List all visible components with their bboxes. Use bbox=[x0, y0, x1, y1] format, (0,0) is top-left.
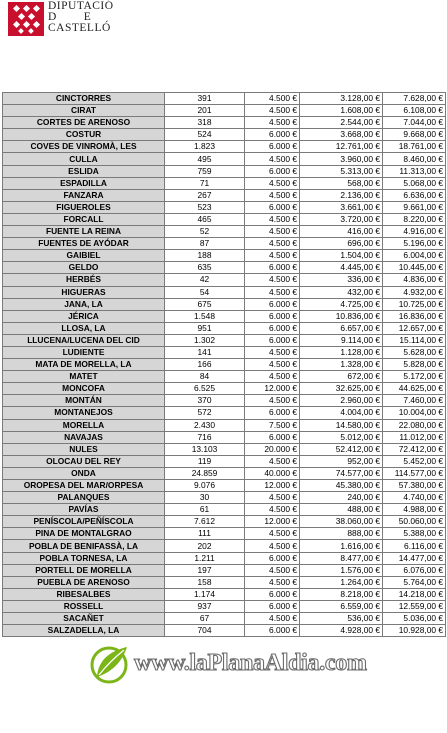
municipality-name-cell: PORTELL DE MORELLA bbox=[3, 564, 165, 576]
total-amount-cell: 18.761,00 € bbox=[383, 141, 446, 153]
population-cell: 141 bbox=[165, 346, 245, 358]
variable-amount-cell: 3.668,00 € bbox=[300, 129, 383, 141]
base-amount-cell: 40.000 € bbox=[245, 467, 300, 479]
variable-amount-cell: 1.608,00 € bbox=[300, 105, 383, 117]
base-amount-cell: 4.500 € bbox=[245, 105, 300, 117]
total-amount-cell: 11.012,00 € bbox=[383, 431, 446, 443]
population-cell: 61 bbox=[165, 504, 245, 516]
total-amount-cell: 8.460,00 € bbox=[383, 153, 446, 165]
table-row bbox=[3, 359, 446, 371]
variable-amount-cell: 3.661,00 € bbox=[300, 201, 383, 213]
municipality-name-cell: POBLA TORNESA, LA bbox=[3, 552, 165, 564]
total-amount-cell: 10.004,00 € bbox=[383, 407, 446, 419]
table-row bbox=[3, 600, 446, 612]
total-amount-cell: 6.076,00 € bbox=[383, 564, 446, 576]
population-cell: 197 bbox=[165, 564, 245, 576]
variable-amount-cell: 74.577,00 € bbox=[300, 467, 383, 479]
total-amount-cell: 16.836,00 € bbox=[383, 310, 446, 322]
population-cell: 1.823 bbox=[165, 141, 245, 153]
variable-amount-cell: 568,00 € bbox=[300, 177, 383, 189]
municipality-name-cell: MONTÁN bbox=[3, 395, 165, 407]
total-amount-cell: 4.836,00 € bbox=[383, 274, 446, 286]
total-amount-cell: 12.657,00 € bbox=[383, 322, 446, 334]
table-row bbox=[3, 129, 446, 141]
population-cell: 1.174 bbox=[165, 588, 245, 600]
diputacio-emblem-icon bbox=[8, 2, 44, 36]
table-row bbox=[3, 371, 446, 383]
total-amount-cell: 44.625,00 € bbox=[383, 383, 446, 395]
table-row bbox=[3, 455, 446, 467]
variable-amount-cell: 3.128,00 € bbox=[300, 93, 383, 105]
variable-amount-cell: 1.128,00 € bbox=[300, 346, 383, 358]
variable-amount-cell: 4.928,00 € bbox=[300, 625, 383, 637]
base-amount-cell: 6.000 € bbox=[245, 262, 300, 274]
table-row bbox=[3, 528, 446, 540]
municipality-name-cell: NULES bbox=[3, 443, 165, 455]
table-row bbox=[3, 540, 446, 552]
municipality-name-cell: ONDA bbox=[3, 467, 165, 479]
population-cell: 111 bbox=[165, 528, 245, 540]
table-row bbox=[3, 492, 446, 504]
population-cell: 2.430 bbox=[165, 419, 245, 431]
base-amount-cell: 4.500 € bbox=[245, 564, 300, 576]
variable-amount-cell: 5.313,00 € bbox=[300, 165, 383, 177]
total-amount-cell: 10.445,00 € bbox=[383, 262, 446, 274]
population-cell: 1.302 bbox=[165, 334, 245, 346]
base-amount-cell: 6.000 € bbox=[245, 552, 300, 564]
base-amount-cell: 7.500 € bbox=[245, 419, 300, 431]
base-amount-cell: 4.500 € bbox=[245, 226, 300, 238]
table-row bbox=[3, 262, 446, 274]
municipality-name-cell: ROSSELL bbox=[3, 600, 165, 612]
municipality-name-cell: POBLA DE BENIFASSÀ, LA bbox=[3, 540, 165, 552]
population-cell: 54 bbox=[165, 286, 245, 298]
population-cell: 675 bbox=[165, 298, 245, 310]
base-amount-cell: 4.500 € bbox=[245, 395, 300, 407]
base-amount-cell: 4.500 € bbox=[245, 455, 300, 467]
base-amount-cell: 4.500 € bbox=[245, 528, 300, 540]
variable-amount-cell: 3.720,00 € bbox=[300, 213, 383, 225]
variable-amount-cell: 52.412,00 € bbox=[300, 443, 383, 455]
municipality-name-cell: FUENTES DE AYÓDAR bbox=[3, 238, 165, 250]
table-row bbox=[3, 286, 446, 298]
variable-amount-cell: 4.725,00 € bbox=[300, 298, 383, 310]
table-row bbox=[3, 516, 446, 528]
table-row bbox=[3, 613, 446, 625]
total-amount-cell: 8.220,00 € bbox=[383, 213, 446, 225]
population-cell: 704 bbox=[165, 625, 245, 637]
variable-amount-cell: 1.576,00 € bbox=[300, 564, 383, 576]
variable-amount-cell: 416,00 € bbox=[300, 226, 383, 238]
variable-amount-cell: 672,00 € bbox=[300, 371, 383, 383]
variable-amount-cell: 696,00 € bbox=[300, 238, 383, 250]
population-cell: 24.859 bbox=[165, 467, 245, 479]
population-cell: 30 bbox=[165, 492, 245, 504]
municipality-name-cell: PINA DE MONTALGRAO bbox=[3, 528, 165, 540]
table-row bbox=[3, 419, 446, 431]
table-row bbox=[3, 588, 446, 600]
municipality-name-cell: COVES DE VINROMÀ, LES bbox=[3, 141, 165, 153]
municipality-name-cell: JANA, LA bbox=[3, 298, 165, 310]
total-amount-cell: 5.628,00 € bbox=[383, 346, 446, 358]
base-amount-cell: 4.500 € bbox=[245, 359, 300, 371]
total-amount-cell: 4.916,00 € bbox=[383, 226, 446, 238]
total-amount-cell: 5.452,00 € bbox=[383, 455, 446, 467]
table-row bbox=[3, 93, 446, 105]
municipality-name-cell: GELDO bbox=[3, 262, 165, 274]
population-cell: 188 bbox=[165, 250, 245, 262]
total-amount-cell: 6.116,00 € bbox=[383, 540, 446, 552]
table-row bbox=[3, 201, 446, 213]
table-row bbox=[3, 105, 446, 117]
total-amount-cell: 5.196,00 € bbox=[383, 238, 446, 250]
population-cell: 1.211 bbox=[165, 552, 245, 564]
table-row bbox=[3, 322, 446, 334]
table-row bbox=[3, 407, 446, 419]
population-cell: 391 bbox=[165, 93, 245, 105]
variable-amount-cell: 952,00 € bbox=[300, 455, 383, 467]
variable-amount-cell: 4.445,00 € bbox=[300, 262, 383, 274]
total-amount-cell: 5.828,00 € bbox=[383, 359, 446, 371]
total-amount-cell: 11.313,00 € bbox=[383, 165, 446, 177]
municipality-name-cell: PENÍSCOLA/PEÑÍSCOLA bbox=[3, 516, 165, 528]
table-row bbox=[3, 625, 446, 637]
table-row bbox=[3, 117, 446, 129]
population-cell: 84 bbox=[165, 371, 245, 383]
population-cell: 318 bbox=[165, 117, 245, 129]
base-amount-cell: 6.000 € bbox=[245, 588, 300, 600]
table-row bbox=[3, 443, 446, 455]
variable-amount-cell: 6.559,00 € bbox=[300, 600, 383, 612]
municipality-name-cell: PUEBLA DE ARENOSO bbox=[3, 576, 165, 588]
variable-amount-cell: 6.657,00 € bbox=[300, 322, 383, 334]
base-amount-cell: 4.500 € bbox=[245, 576, 300, 588]
table-row bbox=[3, 467, 446, 479]
population-cell: 158 bbox=[165, 576, 245, 588]
base-amount-cell: 6.000 € bbox=[245, 165, 300, 177]
variable-amount-cell: 45.380,00 € bbox=[300, 480, 383, 492]
total-amount-cell: 12.559,00 € bbox=[383, 600, 446, 612]
municipality-name-cell: MORELLA bbox=[3, 419, 165, 431]
municipality-name-cell: CIRAT bbox=[3, 105, 165, 117]
total-amount-cell: 5.388,00 € bbox=[383, 528, 446, 540]
municipality-name-cell: SACAÑET bbox=[3, 613, 165, 625]
table-row bbox=[3, 564, 446, 576]
population-cell: 572 bbox=[165, 407, 245, 419]
population-cell: 370 bbox=[165, 395, 245, 407]
table-row bbox=[3, 576, 446, 588]
variable-amount-cell: 10.836,00 € bbox=[300, 310, 383, 322]
municipality-name-cell: ESLIDA bbox=[3, 165, 165, 177]
table-row bbox=[3, 274, 446, 286]
municipality-name-cell: ESPADILLA bbox=[3, 177, 165, 189]
total-amount-cell: 9.668,00 € bbox=[383, 129, 446, 141]
municipality-name-cell: JÉRICA bbox=[3, 310, 165, 322]
table-row bbox=[3, 395, 446, 407]
total-amount-cell: 57.380,00 € bbox=[383, 480, 446, 492]
logo-line-3: CASTELLÓ bbox=[48, 22, 111, 34]
variable-amount-cell: 1.504,00 € bbox=[300, 250, 383, 262]
base-amount-cell: 6.000 € bbox=[245, 129, 300, 141]
population-cell: 166 bbox=[165, 359, 245, 371]
base-amount-cell: 4.500 € bbox=[245, 504, 300, 516]
base-amount-cell: 4.500 € bbox=[245, 250, 300, 262]
municipality-name-cell: OLOCAU DEL REY bbox=[3, 455, 165, 467]
variable-amount-cell: 5.012,00 € bbox=[300, 431, 383, 443]
population-cell: 71 bbox=[165, 177, 245, 189]
base-amount-cell: 6.000 € bbox=[245, 298, 300, 310]
municipality-name-cell: RIBESALBES bbox=[3, 588, 165, 600]
total-amount-cell: 72.412,00 € bbox=[383, 443, 446, 455]
base-amount-cell: 4.500 € bbox=[245, 153, 300, 165]
base-amount-cell: 6.000 € bbox=[245, 201, 300, 213]
logo-line-1: DIPUTACIÓ bbox=[48, 0, 114, 12]
population-cell: 465 bbox=[165, 213, 245, 225]
population-cell: 937 bbox=[165, 600, 245, 612]
variable-amount-cell: 336,00 € bbox=[300, 274, 383, 286]
variable-amount-cell: 536,00 € bbox=[300, 613, 383, 625]
total-amount-cell: 6.004,00 € bbox=[383, 250, 446, 262]
population-cell: 67 bbox=[165, 613, 245, 625]
laplanaaldia-watermark bbox=[88, 644, 367, 684]
variable-amount-cell: 12.761,00 € bbox=[300, 141, 383, 153]
table-row bbox=[3, 504, 446, 516]
base-amount-cell: 4.500 € bbox=[245, 540, 300, 552]
total-amount-cell: 5.068,00 € bbox=[383, 177, 446, 189]
total-amount-cell: 15.114,00 € bbox=[383, 334, 446, 346]
population-cell: 1.548 bbox=[165, 310, 245, 322]
municipality-name-cell: HIGUERAS bbox=[3, 286, 165, 298]
population-cell: 759 bbox=[165, 165, 245, 177]
base-amount-cell: 4.500 € bbox=[245, 613, 300, 625]
municipality-name-cell: MONTANEJOS bbox=[3, 407, 165, 419]
population-cell: 495 bbox=[165, 153, 245, 165]
base-amount-cell: 4.500 € bbox=[245, 213, 300, 225]
population-cell: 87 bbox=[165, 238, 245, 250]
variable-amount-cell: 432,00 € bbox=[300, 286, 383, 298]
population-cell: 267 bbox=[165, 189, 245, 201]
municipality-name-cell: CINCTORRES bbox=[3, 93, 165, 105]
table-row bbox=[3, 213, 446, 225]
table-row bbox=[3, 153, 446, 165]
variable-amount-cell: 9.114,00 € bbox=[300, 334, 383, 346]
table-row bbox=[3, 383, 446, 395]
base-amount-cell: 4.500 € bbox=[245, 346, 300, 358]
municipality-name-cell: FIGUEROLES bbox=[3, 201, 165, 213]
population-cell: 523 bbox=[165, 201, 245, 213]
variable-amount-cell: 2.960,00 € bbox=[300, 395, 383, 407]
table-row bbox=[3, 298, 446, 310]
municipality-funding-table bbox=[2, 92, 446, 637]
variable-amount-cell: 2.544,00 € bbox=[300, 117, 383, 129]
total-amount-cell: 7.628,00 € bbox=[383, 93, 446, 105]
total-amount-cell: 7.460,00 € bbox=[383, 395, 446, 407]
table-row bbox=[3, 250, 446, 262]
total-amount-cell: 5.036,00 € bbox=[383, 613, 446, 625]
population-cell: 9.076 bbox=[165, 480, 245, 492]
population-cell: 716 bbox=[165, 431, 245, 443]
base-amount-cell: 6.000 € bbox=[245, 334, 300, 346]
table-row bbox=[3, 189, 446, 201]
total-amount-cell: 4.740,00 € bbox=[383, 492, 446, 504]
variable-amount-cell: 2.136,00 € bbox=[300, 189, 383, 201]
base-amount-cell: 6.000 € bbox=[245, 600, 300, 612]
table-body bbox=[3, 93, 446, 637]
municipality-name-cell: SALZADELLA, LA bbox=[3, 625, 165, 637]
population-cell: 951 bbox=[165, 322, 245, 334]
municipality-name-cell: CORTES DE ARENOSO bbox=[3, 117, 165, 129]
population-cell: 42 bbox=[165, 274, 245, 286]
municipality-name-cell: NAVAJAS bbox=[3, 431, 165, 443]
table-row bbox=[3, 431, 446, 443]
table-row bbox=[3, 141, 446, 153]
municipality-name-cell: FORCALL bbox=[3, 213, 165, 225]
base-amount-cell: 6.000 € bbox=[245, 141, 300, 153]
municipality-name-cell: GAIBIEL bbox=[3, 250, 165, 262]
municipality-name-cell: COSTUR bbox=[3, 129, 165, 141]
total-amount-cell: 7.044,00 € bbox=[383, 117, 446, 129]
population-cell: 13.103 bbox=[165, 443, 245, 455]
population-cell: 52 bbox=[165, 226, 245, 238]
variable-amount-cell: 14.580,00 € bbox=[300, 419, 383, 431]
total-amount-cell: 10.725,00 € bbox=[383, 298, 446, 310]
variable-amount-cell: 488,00 € bbox=[300, 504, 383, 516]
municipality-name-cell: LLOSA, LA bbox=[3, 322, 165, 334]
site-url: www.laPlanaAldia.com bbox=[134, 650, 367, 676]
base-amount-cell: 6.000 € bbox=[245, 407, 300, 419]
base-amount-cell: 6.000 € bbox=[245, 625, 300, 637]
total-amount-cell: 14.218,00 € bbox=[383, 588, 446, 600]
variable-amount-cell: 38.060,00 € bbox=[300, 516, 383, 528]
logo-line-2: D E bbox=[48, 11, 92, 23]
total-amount-cell: 9.661,00 € bbox=[383, 201, 446, 213]
total-amount-cell: 5.172,00 € bbox=[383, 371, 446, 383]
municipality-name-cell: LUDIENTE bbox=[3, 346, 165, 358]
base-amount-cell: 12.000 € bbox=[245, 480, 300, 492]
population-cell: 6.525 bbox=[165, 383, 245, 395]
municipality-name-cell: MATA DE MORELLA, LA bbox=[3, 359, 165, 371]
municipality-name-cell: OROPESA DEL MAR/ORPESA bbox=[3, 480, 165, 492]
municipality-name-cell: FANZARA bbox=[3, 189, 165, 201]
municipality-name-cell: PALANQUES bbox=[3, 492, 165, 504]
population-cell: 524 bbox=[165, 129, 245, 141]
municipality-name-cell: CULLA bbox=[3, 153, 165, 165]
variable-amount-cell: 1.616,00 € bbox=[300, 540, 383, 552]
total-amount-cell: 4.988,00 € bbox=[383, 504, 446, 516]
leaf-logo-icon bbox=[88, 644, 130, 684]
total-amount-cell: 6.108,00 € bbox=[383, 105, 446, 117]
base-amount-cell: 4.500 € bbox=[245, 93, 300, 105]
base-amount-cell: 4.500 € bbox=[245, 177, 300, 189]
total-amount-cell: 10.928,00 € bbox=[383, 625, 446, 637]
base-amount-cell: 12.000 € bbox=[245, 383, 300, 395]
total-amount-cell: 114.577,00 € bbox=[383, 467, 446, 479]
total-amount-cell: 5.764,00 € bbox=[383, 576, 446, 588]
base-amount-cell: 4.500 € bbox=[245, 286, 300, 298]
base-amount-cell: 6.000 € bbox=[245, 322, 300, 334]
table-row bbox=[3, 346, 446, 358]
total-amount-cell: 6.636,00 € bbox=[383, 189, 446, 201]
total-amount-cell: 50.060,00 € bbox=[383, 516, 446, 528]
table-row bbox=[3, 480, 446, 492]
table-row bbox=[3, 552, 446, 564]
base-amount-cell: 4.500 € bbox=[245, 117, 300, 129]
municipality-name-cell: PAVÍAS bbox=[3, 504, 165, 516]
base-amount-cell: 6.000 € bbox=[245, 431, 300, 443]
table-row bbox=[3, 165, 446, 177]
municipality-name-cell: HERBÉS bbox=[3, 274, 165, 286]
variable-amount-cell: 32.625,00 € bbox=[300, 383, 383, 395]
variable-amount-cell: 4.004,00 € bbox=[300, 407, 383, 419]
variable-amount-cell: 1.264,00 € bbox=[300, 576, 383, 588]
population-cell: 201 bbox=[165, 105, 245, 117]
base-amount-cell: 4.500 € bbox=[245, 189, 300, 201]
base-amount-cell: 4.500 € bbox=[245, 274, 300, 286]
population-cell: 7.612 bbox=[165, 516, 245, 528]
diputacio-logo-text bbox=[48, 1, 114, 34]
base-amount-cell: 4.500 € bbox=[245, 371, 300, 383]
total-amount-cell: 22.080,00 € bbox=[383, 419, 446, 431]
table-row bbox=[3, 238, 446, 250]
municipality-name-cell: FUENTE LA REINA bbox=[3, 226, 165, 238]
municipality-name-cell: LLUCENA/LUCENA DEL CID bbox=[3, 334, 165, 346]
table-row bbox=[3, 177, 446, 189]
total-amount-cell: 4.932,00 € bbox=[383, 286, 446, 298]
table-row bbox=[3, 334, 446, 346]
population-cell: 202 bbox=[165, 540, 245, 552]
municipality-name-cell: MONCOFA bbox=[3, 383, 165, 395]
diputacio-logo bbox=[8, 2, 148, 38]
variable-amount-cell: 3.960,00 € bbox=[300, 153, 383, 165]
population-cell: 635 bbox=[165, 262, 245, 274]
total-amount-cell: 14.477,00 € bbox=[383, 552, 446, 564]
base-amount-cell: 4.500 € bbox=[245, 492, 300, 504]
variable-amount-cell: 8.218,00 € bbox=[300, 588, 383, 600]
base-amount-cell: 6.000 € bbox=[245, 310, 300, 322]
table-row bbox=[3, 310, 446, 322]
table-row bbox=[3, 226, 446, 238]
variable-amount-cell: 240,00 € bbox=[300, 492, 383, 504]
variable-amount-cell: 8.477,00 € bbox=[300, 552, 383, 564]
base-amount-cell: 20.000 € bbox=[245, 443, 300, 455]
variable-amount-cell: 888,00 € bbox=[300, 528, 383, 540]
population-cell: 119 bbox=[165, 455, 245, 467]
variable-amount-cell: 1.328,00 € bbox=[300, 359, 383, 371]
base-amount-cell: 4.500 € bbox=[245, 238, 300, 250]
base-amount-cell: 12.000 € bbox=[245, 516, 300, 528]
municipality-name-cell: MATET bbox=[3, 371, 165, 383]
